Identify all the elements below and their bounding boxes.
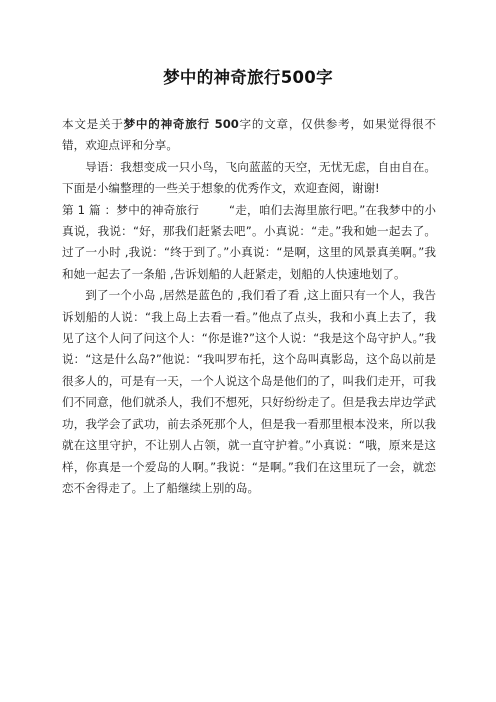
chapter-label: 第 1 篇 ：梦中的神奇旅行 bbox=[62, 202, 200, 217]
intro-paragraph bbox=[62, 114, 436, 157]
page-title: 梦中的神奇旅行500字 bbox=[163, 68, 333, 87]
story-paragraph-2: 到了一个小岛 ,居然是蓝色的 ,我们看了看 ,这上面只有一个人，我告诉划船的人说：“我上岛上去看一看。”他点了点头，我和小真上去了，我见了这个人问了问这个人：“你是谁?”这个人说：“我是这个岛守护人。”我说：“这是什么岛?”他说：“我叫罗布托，这个岛叫真影岛，这个岛以前是很多人的，可是有一天，一个人说这个岛是他们的了，叫我们走开，可我们不同意，他们就杀人，我们不想死，只好纷纷走了。但是我去岸边学武功，我学会了武功，前去杀死那个人，但是我一看那里根本没来，所以我就在这里守护，不让别人占领，就一直守护着。”小真说：“哦，原来是这样，你真是一个爱岛的人啊。”我说：“是啊。”我们在这里玩了一会，就恋恋不舍得走了。上了船继续上别的岛。 bbox=[62, 288, 436, 495]
intro-suffix: 字的文章，仅供参考，如果觉得很不错，欢迎点评和分享。 bbox=[62, 117, 436, 153]
guide-paragraph: 导语：我想变成一只小鸟，飞向蓝蓝的天空，无忧无虑，自由自在。下面是小编整理的一些关于想象的优秀作文，欢迎查阅，谢谢! bbox=[62, 159, 436, 196]
article-body bbox=[62, 114, 436, 499]
paragraph-1-text: “走，咱们去海里旅行吧。”在我梦中的小真说，我说：“好，那我们赶紧去吧”。小真说：“走。”我和她一起去了。过了一小时 ,我说：“终于到了。”小真说：“是啊，这里的风景真美啊。”我和她一起去了一条船 ,告诉划船的人赶紧走，划船的人快速地划了。 bbox=[62, 202, 437, 281]
intro-prefix: 本文是关于 bbox=[62, 117, 124, 131]
story-paragraph-1 bbox=[62, 200, 436, 286]
intro-highlight: 梦中的神奇旅行 500 bbox=[123, 117, 239, 131]
